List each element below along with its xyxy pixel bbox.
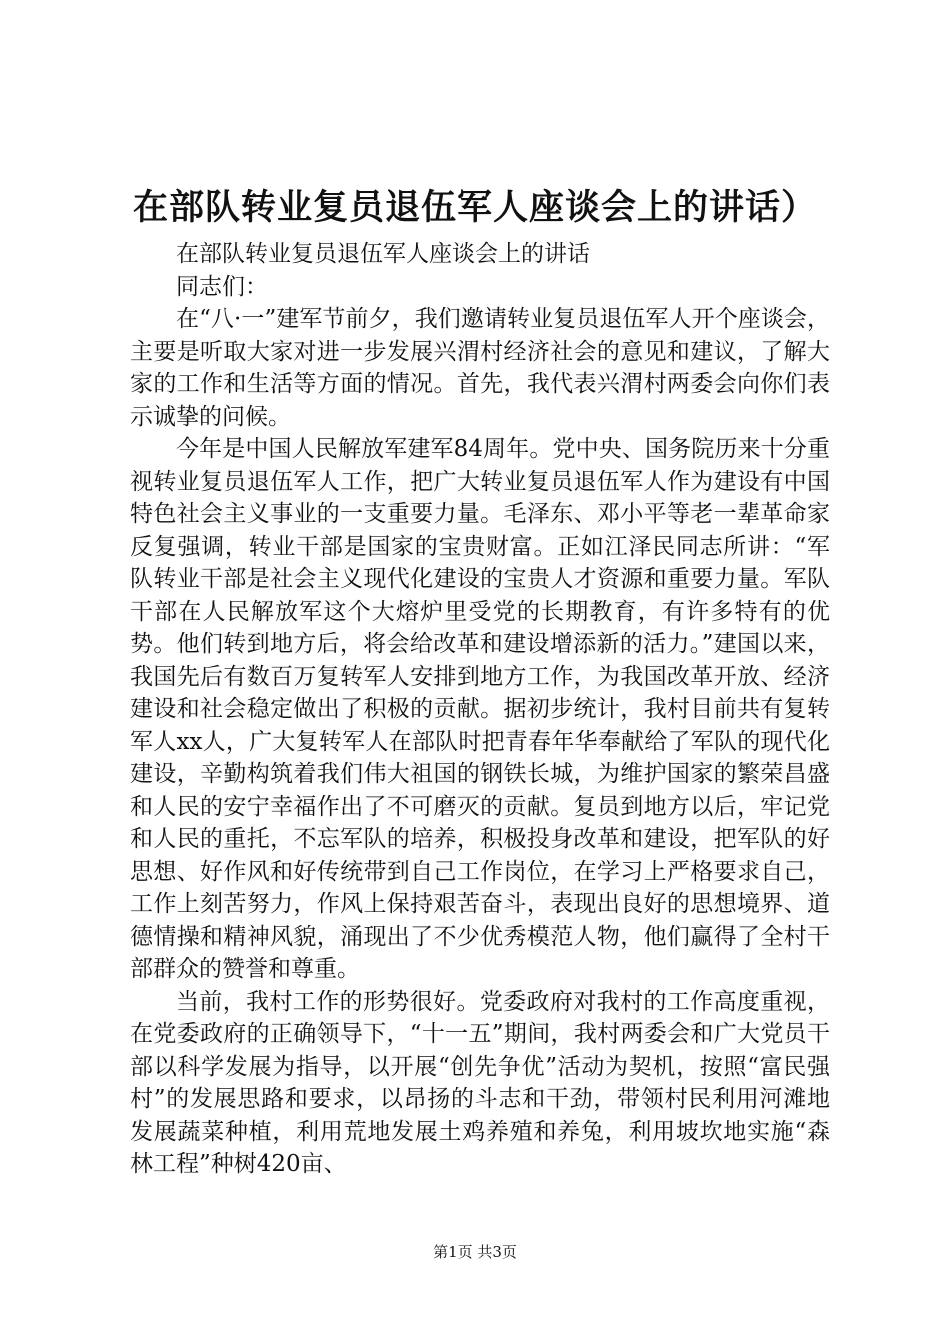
page-footer: 第1页 共3页 xyxy=(433,1243,517,1261)
body-paragraph: 当前，我村工作的形势很好。党委政府对我村的工作高度重视，在党委政府的正确领导下，“十一五”期间，我村两委会和广大党员干部以科学发展为指导，以开展“创先争优”活动为契机，按照“富民强村”的发展思路和要求，以昂扬的斗志和干劲，带领村民利用河滩地发展蔬菜种植，利用荒地发展土鸡养殖和养兔，利用坡坎地实施“森林工程”种树420亩、 xyxy=(130,988,830,1177)
document-title: 在部队转业复员退伍军人座谈会上的讲话） xyxy=(132,187,817,228)
body-paragraph: 在“八·一”建军节前夕，我们邀请转业复员退伍军人开个座谈会，主要是听取大家对进一步发展兴渭村经济社会的意见和建议，了解大家的工作和生活等方面的情况。首先，我代表兴渭村两委会向你们表示诚挚的问候。 xyxy=(130,306,830,430)
salutation-paragraph: 同志们： xyxy=(176,273,268,300)
body-paragraph: 今年是中国人民解放军建军84周年。党中央、国务院历来十分重视转业复员退伍军人工作，把广大转业复员退伍军人作为建设有中国特色社会主义事业的一支重要力量。毛泽东、邓小平等老一辈革命家反复强调，转业干部是国家的宝贵财富。正如江泽民同志所讲：“军队转业干部是社会主义现代化建设的宝贵人才资源和重要力量。军队干部在人民解放军这个大熔炉里受党的长期教育，有许多特有的优势。他们转到地方后，将会给改革和建设增添新的活力。”建国以来，我国先后有数百万复转军人安排到地方工作，为我国改革开放、经济建设和社会稳定做出了积极的贡献。据初步统计，我村目前共有复转军人xx人，广大复转军人在部队时把青春年华奉献给了军队的现代化建设，辛勤构筑着我们伟大祖国的钢铁长城，为维护国家的繁荣昌盛和人民的安宁幸福作出了不可磨灭的贡献。复员到地方以后，牢记党和人民的重托，不忘军队的培养，积极投身改革和建设，把军队的好思想、好作风和好传统带到自己工作岗位，在学习上严格要求自己，工作上刻苦努力，作风上保持艰苦奋斗，表现出良好的思想境界、道德情操和精神风貌，涌现出了不少优秀模范人物，他们赢得了全村干部群众的赞誉和尊重。 xyxy=(130,436,830,982)
document-body xyxy=(130,238,830,1181)
subtitle-paragraph: 在部队转业复员退伍军人座谈会上的讲话 xyxy=(176,241,590,267)
